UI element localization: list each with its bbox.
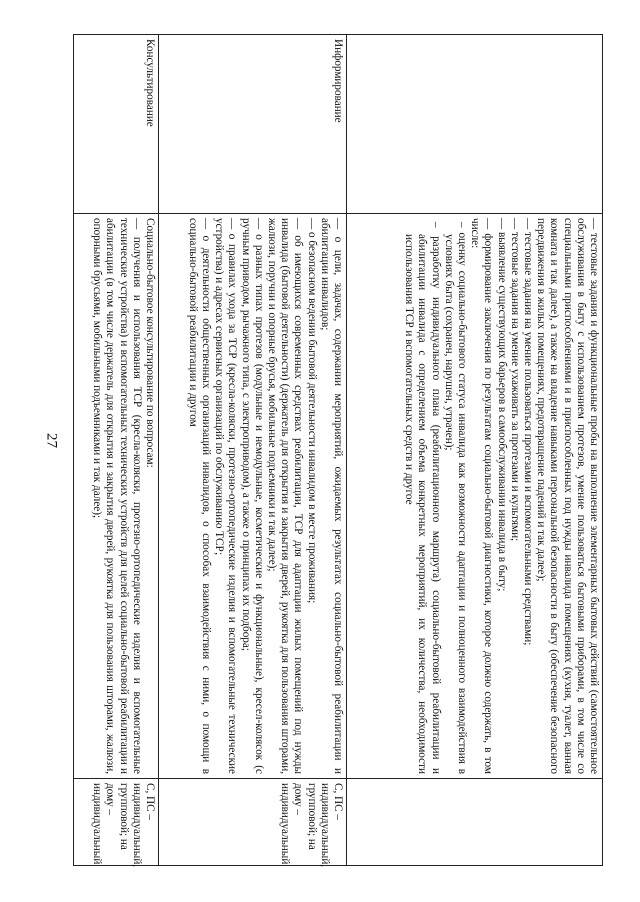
content-item: — о правилах ухода за ТСР (кресла-коляски, протезно-ортопедические изделия и вспомогательные технические устройства) и адресах сервисных организаций по обслуживанию ТСР; (213, 218, 239, 774)
service-name-cell: Информирование (159, 35, 347, 214)
service-form-cell: С, ПС – индивидуальный, групповой; на дому – индивидуальный (74, 779, 159, 866)
content-subitem: – разработку индивидуального плана (реабилитационного маршрута) социально-бытовой реабилитации и абилитации инвалида с определением объема конкретных мероприятий, их количества, необходимости использования ТСР и вспомогательных средств и другое (403, 222, 442, 774)
content-item: — об имеющихся современных средствах реабилитации, ТСР для адаптации жилых помещений под нужды инвалида (бытовой деятельности) (держатель для открытия и закрытия дверей, рукоятка для пользования шторами, жалюзи, поручни и опорные брусья, мобильные подъемники и так далее); (265, 218, 305, 774)
content-item: — о безопасном ведении бытовой деятельности инвалидом в месте проживания; (305, 218, 318, 604)
content-item: — о деятельности общественных организаций инвалидов, о способах взаимодействия с ними, о помощи в социально-бытовой реабилитации и другом (186, 218, 212, 774)
rotated-table-container (73, 34, 603, 866)
service-name-cell: Консультирование (74, 35, 159, 214)
content-item: Социально-бытовое консультирование по вопросам: (144, 218, 156, 468)
content-item: — тестовые задания и функциональные пробы на выполнение элементарных бытовых действий (самостоятельное обслуживания в быту с использованием протезов, умение пользоваться бытовыми приборами, в том числе со специальными приспособлениями и в приспособленных под нужды инвалида помещениях (кухня, туалет, ванная комната и так далее), а также на владение навыками персональной безопасности в быту (обеспечение безопасного передвижения в жилых помещениях, предотвращение падений и так далее); (535, 218, 600, 774)
table-row (74, 35, 159, 866)
service-content-cell (347, 214, 603, 779)
content-subitem: – оценку социально-бытового статуса инвалида как возможности адаптации и полноценного взаимодействия в условиях быта (сохранен, нарушен, утрачен); (442, 222, 468, 774)
content-item: — тестовые задания на умение ухаживать за протезами и культями; (508, 218, 521, 542)
service-form-cell: С, ПС – индивидуальный, групповой; на дому – индивидуальный (159, 779, 347, 866)
service-content-cell (159, 214, 347, 779)
content-item: — формирование заключения по результатам социально-бытовой диагностики, которое должно содержать, в том числе: (469, 218, 495, 774)
content-item: — о цели, задачах, содержании мероприятий, ожидаемых результатах социально-бытовой реабилитации и абилитации инвалидов; (318, 218, 344, 774)
page-number: 27 (43, 433, 60, 448)
table-row (159, 35, 347, 866)
content-item: — получения и использования ТСР (кресла-коляски, протезно-ортопедические изделия и вспомогательные технические устройства) и вспомогательных технических устройств для целей социально-бытовой реабилитации и абилитации (в том числе держатель для открытия и закрытия дверей, рукоятка для пользования шторами, жалюзи, опорными брусьями, мобильными подъемниками и так далее); (91, 218, 143, 774)
service-content-cell (74, 214, 159, 779)
services-table (73, 34, 603, 866)
content-item: — тестовые задания на умение пользоваться протезами и вспомогательными средствами; (521, 218, 534, 646)
service-form-cell (347, 779, 603, 866)
content-item: — о разных типах протезов (модульные и немодульные, косметические и функциональные), кресел-колясок (с ручным приводом, рычажного типа, с электроприводом), а также о принципах их подбора; (239, 218, 265, 774)
content-item: — выявление существующих барьеров в самообслуживании инвалида в быту; (495, 218, 508, 592)
service-name-cell (347, 35, 603, 214)
table-row (347, 35, 603, 866)
